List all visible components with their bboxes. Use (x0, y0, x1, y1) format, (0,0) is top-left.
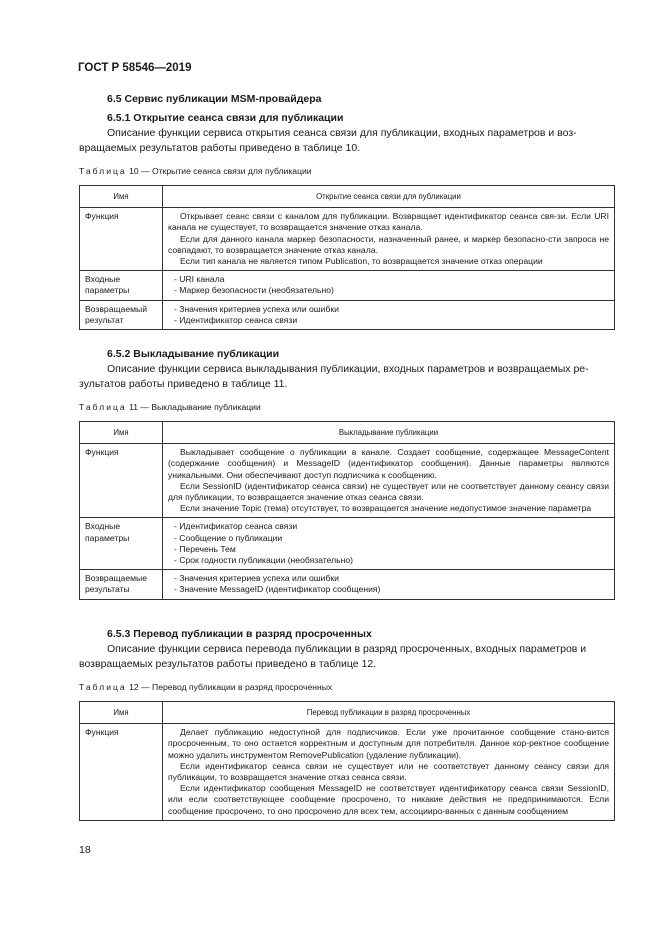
table-10 (79, 185, 615, 330)
list-item: - Идентификатор сеанса связи (174, 521, 298, 532)
header-value: Выкладывание публикации (163, 422, 615, 444)
row-description (163, 208, 615, 271)
row-name-line: Возвращаемый (85, 303, 147, 314)
row-name (80, 300, 163, 329)
list-item: - Сообщение о публикации (174, 532, 283, 543)
caption-text: 10 — Открытие сеанса связи для публикации (126, 166, 312, 176)
row-name-line: результаты (85, 584, 130, 595)
description-paragraph: Делает публикацию недоступной для подписчиков. Если уже прочитанное сообщение стано-вится просроченным, то оно остается корректным и доступным для потребителя. Данное кор-ректное сообщение можно удалить инструментом RemovePublication (удаление публикации). (168, 727, 609, 760)
row-description (163, 570, 615, 599)
paragraph-line: Описание функции сервиса открытия сеанса связи для публикации, входных параметров и воз- (107, 127, 577, 139)
row-name: Функция (80, 444, 163, 518)
list-item: - URI канала (174, 274, 225, 285)
paragraph-6-5-1 (79, 126, 615, 156)
table-row (80, 518, 615, 570)
table-row (80, 300, 615, 329)
list-item: - Маркер безопасности (необязательно) (174, 285, 334, 296)
description-paragraph: Если для данного канала маркер безопасности, назначенный ранее, и маркер безопасно-сти запроса не совпадают, то возвращается значение отказ канала. (168, 233, 609, 255)
row-name-line: параметры (85, 285, 130, 296)
caption-prefix: Таблица (79, 682, 127, 692)
paragraph-6-5-3 (79, 642, 615, 672)
list-item: - Значение MessageID (идентификатор сообщения) (174, 584, 381, 595)
row-name-line: параметры (85, 532, 130, 543)
row-description (163, 271, 615, 300)
row-name-line: Возвращаемые (85, 573, 147, 584)
paragraph-line: возвращаемых результатов работы приведено в таблице 12. (79, 658, 377, 670)
table-row (80, 208, 615, 271)
description-paragraph: Если SessionID (идентификатор сеанса связи) не существует или не соответствует данному сеансу связи для публикации, то возвращается значение отказ сеанса связи. (168, 480, 609, 503)
subsection-title-6-5-2: 6.5.2 Выкладывание публикации (107, 348, 280, 360)
row-name-line: Входные (85, 521, 121, 532)
table-12-caption (79, 682, 332, 692)
document-header: ГОСТ Р 58546—2019 (78, 62, 192, 74)
table-header-row (80, 702, 615, 724)
caption-text: 11 — Выкладывание публикации (126, 402, 261, 412)
page-number: 18 (79, 844, 91, 856)
header-name: Имя (80, 422, 163, 444)
header-name: Имя (80, 186, 163, 208)
header-name: Имя (80, 702, 163, 724)
row-description (163, 724, 615, 821)
table-row (80, 444, 615, 518)
list-item: - Срок годности публикации (необязательно) (174, 555, 353, 566)
paragraph-line: вращаемых результатов работы приведено в таблице 10. (79, 142, 361, 154)
paragraph-line: Описание функции сервиса выкладывания публикации, входных параметров и возвращаемых ре- (107, 363, 589, 375)
table-header-row (80, 422, 615, 444)
table-row (80, 271, 615, 300)
row-description (163, 300, 615, 329)
row-description (163, 444, 615, 518)
table-10-caption (79, 166, 312, 176)
paragraph-6-5-2 (79, 362, 615, 392)
table-header-row (80, 186, 615, 208)
list-item: - Значения критериев успеха или ошибки (174, 303, 339, 314)
description-paragraph: Если тип канала не является типом Publication, то возвращается значение отказ операции (180, 256, 543, 267)
table-row (80, 570, 615, 599)
row-name (80, 570, 163, 599)
row-name (80, 271, 163, 300)
table-11 (79, 421, 615, 600)
caption-prefix: Таблица (79, 166, 127, 176)
list-item: - Значения критериев успеха или ошибки (174, 573, 339, 584)
row-name-line: Входные (85, 274, 121, 285)
caption-prefix: Таблица (79, 402, 127, 412)
section-title: 6.5 Сервис публикации MSM-провайдера (107, 93, 322, 105)
subsection-title-6-5-1: 6.5.1 Открытие сеанса связи для публикации (107, 112, 344, 124)
table-11-caption (79, 402, 261, 412)
list-item: - Идентификатор сеанса связи (174, 314, 298, 325)
paragraph-line: Описание функции сервиса перевода публикации в разряд просроченных, входных параметров и (107, 643, 587, 655)
description-paragraph: Если значение Topic (тема) отсутствует, то возвращается значение недопустимое значение параметра (180, 503, 592, 514)
table-row (80, 724, 615, 821)
row-description (163, 518, 615, 570)
description-paragraph: Открывает сеанс связи с каналом для публикации. Возвращает идентификатор сеанса свя-зи. Если URI канала не существует, то возвращается значение отказ канала. (168, 211, 609, 233)
description-paragraph: Выкладывает сообщение о публикации в канале. Создает сообщение, содержащее MessageContent (содержание сообщения) и MessageID (идентификатор сообщения). Данные параметры являются уникальными. Они обеспечивают доступ подписчика к сообщению. (168, 447, 609, 480)
row-name (80, 518, 163, 570)
row-name-line: результат (85, 314, 124, 325)
paragraph-line: зультатов работы приведено в таблице 11. (79, 378, 288, 390)
description-paragraph: Если идентификатор сообщения MessageID не соответствует идентификатору сеанса связи SessionID, или если соответствующее сообщение просрочено, то никакие действия не предпринимаются. Если сообщение просрочено, то оно просрочено для всех тем, ассоцииро-ванных с данным сообщением (168, 783, 609, 816)
description-paragraph: Если идентификатор сеанса связи не существует или не соответствует данному сеансу связи для публикации, то возвращается значение отказ сеанса связи. (168, 760, 609, 783)
caption-text: 12 — Перевод публикации в разряд просроченных (126, 682, 333, 692)
list-item: - Перечень Тем (174, 543, 236, 554)
header-value: Открытие сеанса связи для публикации (163, 186, 615, 208)
subsection-title-6-5-3: 6.5.3 Перевод публикации в разряд просроченных (107, 628, 372, 640)
table-12 (79, 701, 615, 821)
row-name: Функция (80, 208, 163, 271)
row-name: Функция (80, 724, 163, 821)
header-value: Перевод публикации в разряд просроченных (163, 702, 615, 724)
